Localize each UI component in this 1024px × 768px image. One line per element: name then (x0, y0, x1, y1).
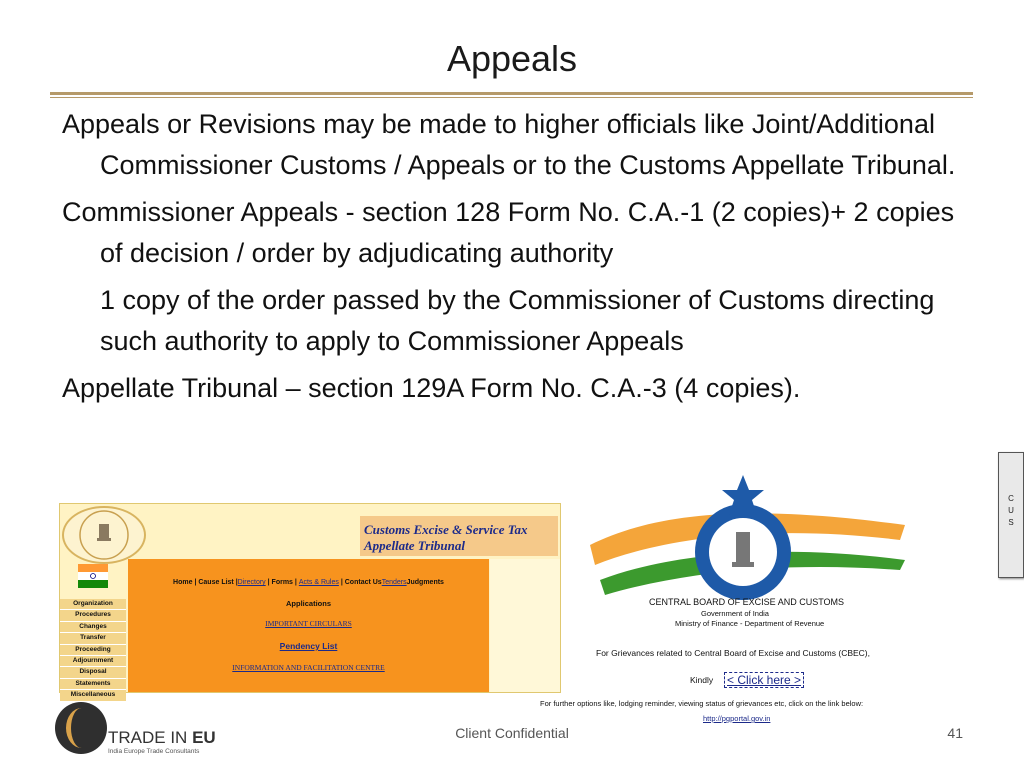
slide-title: Appeals (446, 38, 578, 79)
tribunal-nav: Home | Cause List |Directory | Forms | Acts & Rules | Contact UsTendersJudgments (173, 579, 444, 586)
nav-forms[interactable]: Forms (271, 579, 293, 586)
sidebar-item-statements[interactable]: Statements (60, 679, 126, 690)
sidebar-item-organization[interactable]: Organization (60, 599, 126, 610)
tribunal-seal (62, 506, 146, 564)
sidebar-item-adjournment[interactable]: Adjournment (60, 656, 126, 667)
cbec-grievance-text: For Grievances related to Central Board of Excise and Customs (CBEC), (596, 648, 870, 658)
ashoka-emblem-icon (64, 508, 144, 562)
nav-home[interactable]: Home (173, 579, 193, 586)
sidebar-item-proceeding[interactable]: Proceeding (60, 645, 126, 656)
nav-cause-list[interactable]: Cause List (198, 579, 234, 586)
cbec-further-options: For further options like, lodging reminder, viewing status of grievances etc, click on the link below: (540, 699, 864, 708)
information-centre-link[interactable]: INFORMATION AND FACILITATION CENTRE (232, 663, 385, 672)
pendency-list-link[interactable]: Pendency List (279, 641, 338, 651)
paragraph-appellate-tribunal: Appellate Tribunal – section 129A Form No. C.A.-3 (4 copies). (62, 373, 801, 403)
sidebar-item-transfer[interactable]: Transfer (60, 633, 126, 644)
paragraph-revisions: Appeals or Revisions may be made to higher officials like Joint/Additional Commissioner Customs / Appeals or to the Customs Appellate Tribunal. (62, 109, 956, 180)
nav-tenders[interactable]: Tenders (381, 579, 407, 586)
footer-confidential: Client Confidential (455, 725, 569, 741)
nav-acts-rules[interactable]: Acts & Rules (298, 579, 339, 586)
india-flag-icon (78, 564, 108, 588)
cbec-kindly: Kindly (690, 675, 714, 685)
title-divider-thin (50, 97, 973, 98)
cbec-emblem-flag-icon (560, 470, 960, 610)
slide-body (62, 104, 962, 415)
logo-tagline: India Europe Trade Consultants (108, 748, 200, 755)
cbec-ministry: Ministry of Finance - Department of Revenue (675, 619, 825, 628)
side-tab-letter-c: C (1008, 494, 1014, 503)
cbec-website-screenshot (540, 470, 960, 730)
title-divider (50, 92, 973, 95)
tribunal-right-panel (490, 559, 560, 692)
sidebar-item-miscellaneous[interactable]: Miscellaneous (60, 690, 126, 701)
side-tab-letter-u: U (1008, 506, 1014, 515)
cbec-government: Government of India (701, 609, 769, 618)
nav-contact-us[interactable]: Contact Us (344, 579, 382, 586)
logo-name-prefix: TRADE IN (108, 728, 193, 747)
paragraph-copy-of-order: 1 copy of the order passed by the Commissioner of Customs directing such authority to apply to Commissioner Appeals (100, 285, 935, 356)
pgportal-link[interactable]: http://pgportal.gov.in (703, 714, 771, 723)
sidebar-item-changes[interactable]: Changes (60, 622, 126, 633)
page-number: 41 (947, 725, 963, 741)
important-circulars-link[interactable]: IMPORTANT CIRCULARS (265, 619, 352, 628)
tribunal-website-screenshot (59, 503, 561, 699)
tribunal-sidebar (60, 599, 126, 702)
tribunal-title: Customs Excise & Service Tax Appellate Tribunal (364, 522, 528, 553)
applications-heading: Applications (285, 599, 331, 608)
paragraph-commissioner-appeals: Commissioner Appeals - section 128 Form No. C.A.-1 (2 copies)+ 2 copies of decision / order by adjudicating authority (62, 197, 955, 268)
nav-directory[interactable]: Directory (237, 579, 266, 586)
side-tab[interactable] (998, 452, 1024, 578)
sidebar-item-disposal[interactable]: Disposal (60, 667, 126, 678)
tribunal-main-panel (128, 559, 489, 692)
nav-judgments[interactable]: Judgments (406, 579, 444, 586)
click-here-link[interactable]: < Click here > (724, 672, 804, 688)
logo-name-suffix: EU (192, 728, 216, 747)
cbec-board-name: CENTRAL BOARD OF EXCISE AND CUSTOMS (649, 597, 845, 607)
side-tab-letter-s: S (1008, 518, 1014, 527)
sidebar-item-procedures[interactable]: Procedures (60, 610, 126, 621)
